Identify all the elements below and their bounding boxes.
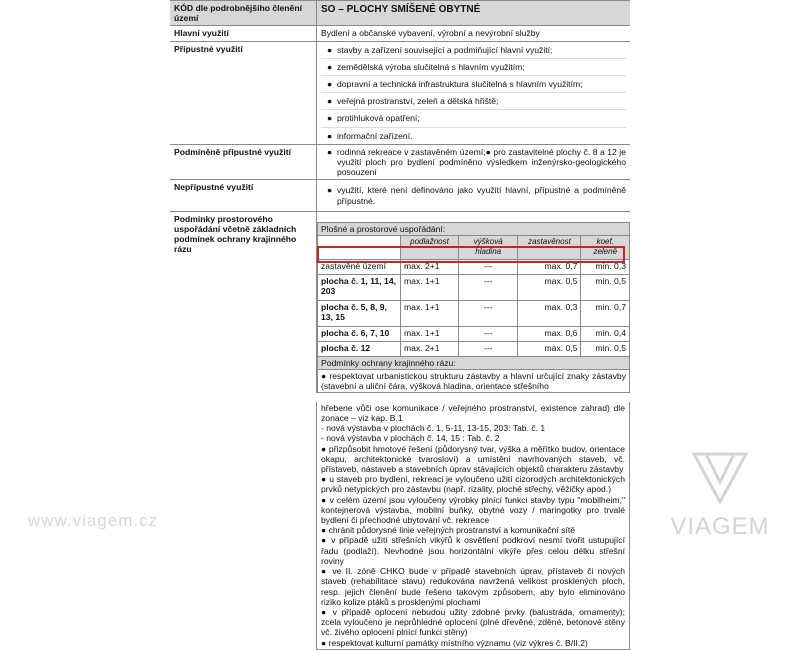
spatial-subtitle: Plošné a prostorové uspořádání: xyxy=(318,222,630,235)
forbidden-value: ● využití, které není definováno jako využití hlavní, přípustné a podmíněně přípustné. xyxy=(316,180,630,210)
table-row: plocha č. 12 max. 2+1 --- max. 0,5 min. 0,5 xyxy=(318,341,630,356)
list-item: ● informační zařízení. xyxy=(321,127,626,144)
column-header: koef. zeleně xyxy=(581,235,630,259)
list-item: ● přizpůsobit hmotové řešení (půdorysný tvar, výška a měřítko budov, orientace okapu, architektonické tvarosloví) a umístění navrhovaných staveb, vč. přístaveb, nástaveb a stavebních úprav stávajících objektů charakteru zástavby xyxy=(321,443,625,475)
row-conditional xyxy=(170,145,630,181)
list-item: ● protihluková opatření; xyxy=(321,109,626,126)
main-use-value: Bydlení a občanské vybavení, výrobní a nevýrobní služby xyxy=(316,26,630,40)
code-label: KÓD dle podrobnějšího členění území xyxy=(174,3,302,24)
list-item: ● v případě oplocení nebudou užity zdobné prvky (balustráda, ornamenty); zcela vyloučeno je neprůhledné oplocení (plné dřevěné, zděné, betonové stěny vč. živého oplocení plnící funkci stěny) xyxy=(321,606,625,638)
list-item: ● zemědělská výroba slučitelná s hlavním využitím; xyxy=(321,58,626,75)
highlight-box xyxy=(317,246,625,263)
watermark-brand: VIAGEM xyxy=(670,513,770,540)
list-item: ● chránit půdorysné linie veřejných prostranství a komunikační sítě xyxy=(321,525,576,536)
row-conditions xyxy=(170,212,630,393)
landscape-continuation xyxy=(316,402,630,650)
permitted-label: Přípustné využití xyxy=(174,43,243,54)
forbidden-label: Nepřípustné využití xyxy=(174,182,254,193)
diamond-icon xyxy=(688,448,752,506)
row-main-use xyxy=(170,26,630,41)
conditions-label: Podmínky prostorového uspořádání včetně základních podmínek ochrany krajinného rázu xyxy=(174,213,297,255)
permitted-list xyxy=(316,42,630,144)
column-header: podlažnost xyxy=(401,235,459,259)
list-item: ● v celém území jsou vyloučeny výrobky plnící funkci stavby typu "mobilheim," kontejnerová výstavba, mobilní buňky, obytné vozy / maringotky pro trvalé bydlení či přechodné ubytování vč. rekreace xyxy=(321,494,625,526)
table-row: plocha č. 6, 7, 10 max. 1+1 --- max. 0,6 min. 0,4 xyxy=(318,326,630,341)
list-item: ● ve II. zóně CHKO bude v případě stavebních úprav, přístaveb či nových staveb (rehabilitace stavu) redukována navržená velikost prosklených ploch, resp. jejich členění bude řešeno takovým způsobem, aby bylo eliminováno riziko kolize ptáků s prosklenými plochami xyxy=(321,566,625,607)
table-row: plocha č. 5, 8, 9, 13, 15 max. 1+1 --- max. 0,3 min. 0,7 xyxy=(318,300,630,326)
conditional-value: ● rodinná rekreace v zastavěném území;● pro zastavitelné plochy č. 8 a 12 je využití ploch pro bydlení podmíněno výsledkem inženýrsko-geologického posouzení xyxy=(316,145,630,180)
column-header: výšková hladina xyxy=(458,235,517,259)
table-row: zastavěné území max. 2+1 --- max. 0,7 min. 0,3 xyxy=(318,259,630,274)
watermark-logo xyxy=(660,448,780,541)
row-forbidden xyxy=(170,180,630,211)
landscape-first-bullet: ● respektovat urbanistickou strukturu zástavby a hlavní určující znaky zástavby (stavební a uliční čára, výšková hladina, orientace střešního xyxy=(318,369,630,392)
list-item: ● respektovat kulturní památky místního významu (viz výkres č. B/II.2) xyxy=(321,637,588,648)
list-item: ● veřejná prostranství, zeleň a dětská hřiště; xyxy=(321,92,626,109)
list-item: ● stavby a zařízení související a podmiňující hlavní využití; xyxy=(327,44,553,55)
main-use-label: Hlavní využití xyxy=(174,28,229,39)
table-row: plocha č. 1, 11, 14, 203 max. 1+1 --- max. 0,5 min. 0,5 xyxy=(318,274,630,300)
conditional-label: Podmíněně přípustné využití xyxy=(174,146,291,157)
column-header: zastavěnost xyxy=(518,235,581,259)
zone-title: SO – PLOCHY SMÍŠENÉ OBYTNÉ xyxy=(316,1,630,25)
watermark-url: www.viagem.cz xyxy=(28,511,159,530)
list-item: - nová výstavba v plochách č. 14, 15 : Tab. č. 2 xyxy=(321,433,500,444)
list-item: ● dopravní a technická infrastruktura slučitelná s hlavním využitím; xyxy=(321,75,626,92)
spatial-section xyxy=(316,212,630,393)
table-header xyxy=(170,0,630,26)
list-item: ● u staveb pro bydlení, rekreaci je vyloučeno užití cizorodých architektonických prvků netypických pro zástavbu (např. rizality, ploché střechy, věžičky apod.) xyxy=(321,474,625,495)
row-permitted xyxy=(170,42,630,145)
landscape-subtitle: Podmínky ochrany krajinného rázu: xyxy=(318,356,630,369)
list-item: ● v případě užití střešních vikýřů k osvětlení podkroví nesmí tvořit ustupující řadu (podlaží). Nevhodné jsou horizontální vikýře přes celou délku střešní roviny xyxy=(321,535,625,566)
document-page xyxy=(170,0,630,650)
list-item: hřebene vůči ose komunikace / veřejného prostranství, existence zahrad) dle zonace – viz kap. B.1 xyxy=(321,402,625,424)
list-item: - nová výstavba v plochách č. 1, 5-11, 13-15, 203: Tab. č. 1 xyxy=(321,423,546,434)
